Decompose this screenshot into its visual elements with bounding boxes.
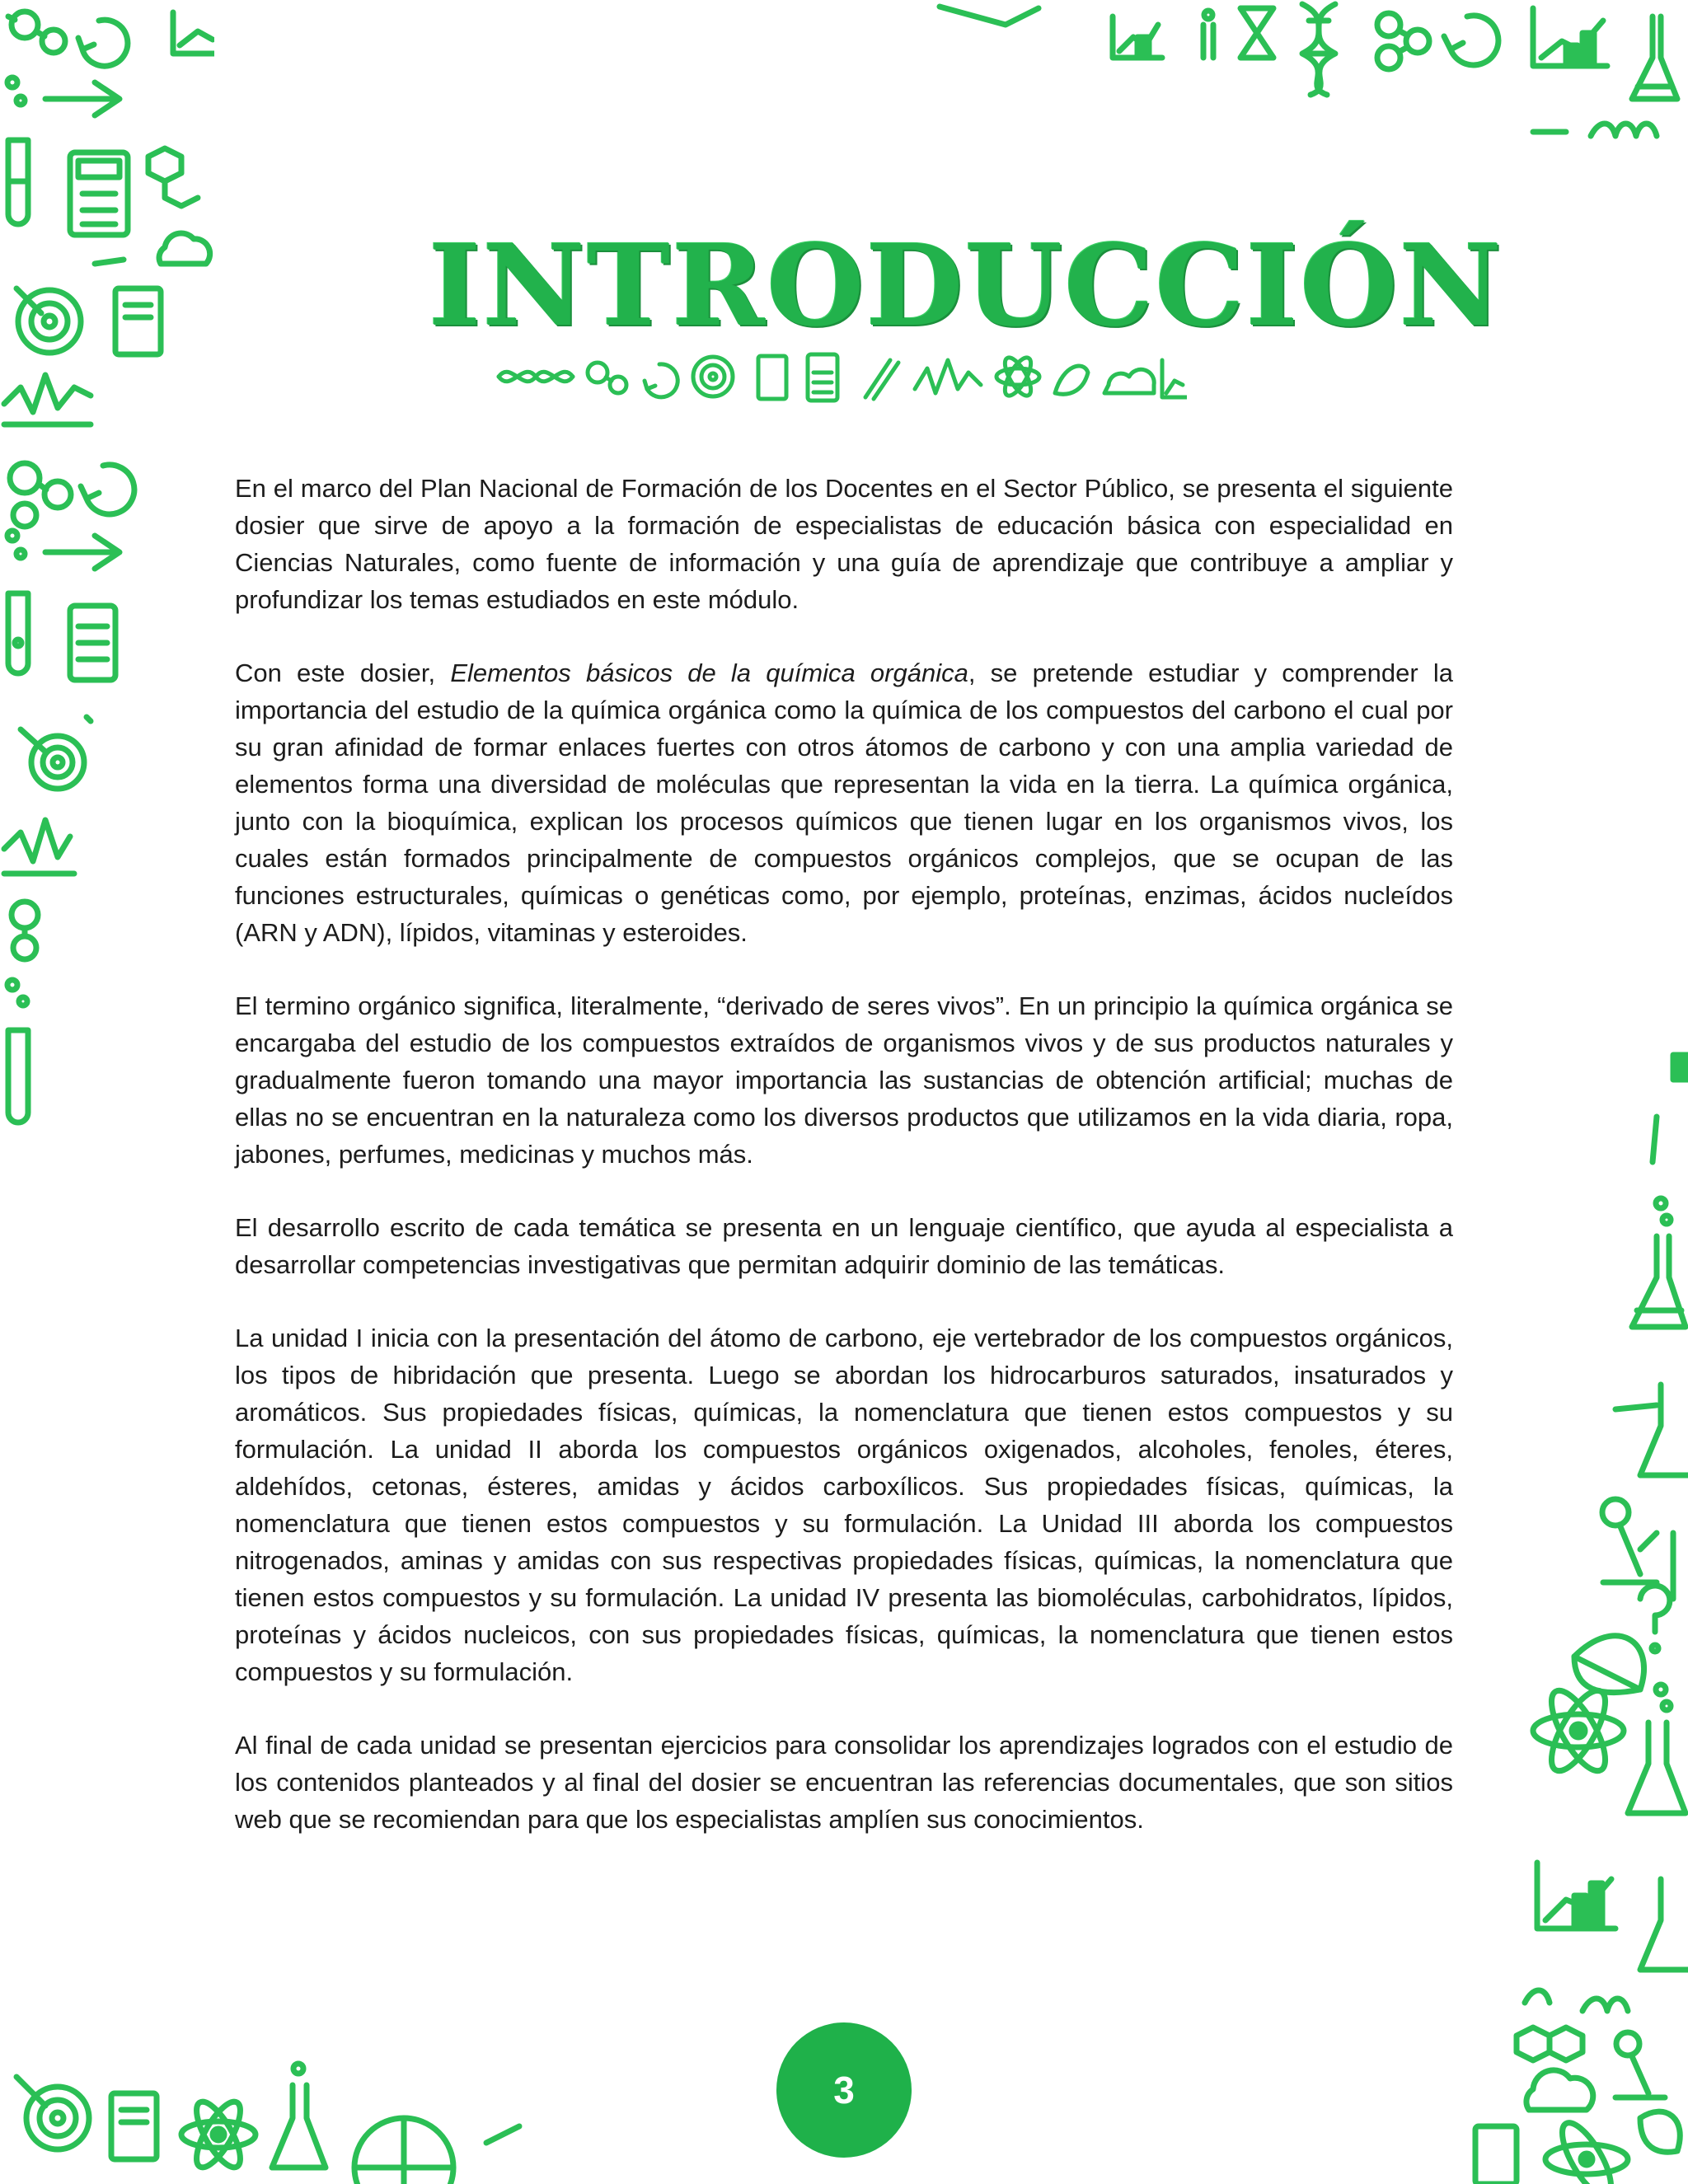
cloud-icon	[1526, 2070, 1593, 2110]
question-icon	[1640, 1586, 1670, 1652]
molecule-icon	[148, 148, 198, 206]
microscope-icon	[1615, 2032, 1665, 2097]
dna-icon	[1302, 4, 1335, 95]
wave-icon	[4, 820, 74, 874]
wave-icon	[4, 375, 91, 424]
doodle-border-left	[0, 0, 214, 1154]
molecule-icon	[1517, 2027, 1582, 2060]
test-tube-icon	[8, 140, 28, 224]
arrow-icon	[45, 536, 120, 569]
paragraph-text: , se pretende estudiar y comprender la importancia del estudio de la química orgánica como la química de los compuestos del carbono el cual por su gran afinidad de formar enlaces fuertes con otros átomos de carbono y con una amplia variedad de elementos forma una diversidad de moléculas que representan la vida en la tierra. La química orgánica, junto con la bioquímica, explican los procesos químicos que tienen lugar en los organismos vivos, los cuales están formados principalmente de compuestos orgánicos complejos, que se ocupan de las funciones estructurales, químicas o genéticas como, por ejemplo, proteínas, enzimas, ácidos nucleídos (ARN y ADN), lípidos, vitaminas y esteroides.	[235, 658, 1453, 947]
leaf-icon	[1640, 2111, 1680, 2152]
wave-icon	[915, 360, 981, 393]
target-icon	[16, 288, 81, 353]
recycle-icon	[81, 465, 134, 514]
chart-icon	[1113, 16, 1162, 58]
target-icon	[16, 2077, 89, 2149]
flask-icon	[1632, 16, 1677, 99]
paragraph: El desarrollo escrito de cada temática se presenta en un lenguaje científico, que ayuda al especialista a desarrollar competencias investigativas que permitan adquirir dominio de las temáticas.	[235, 1213, 1453, 1279]
doodle-border-bottom-left	[0, 2036, 528, 2184]
recycle-icon	[645, 364, 678, 397]
flask-icon	[272, 2064, 326, 2168]
recycle-icon	[1444, 16, 1498, 65]
paragraph-text: Con este dosier,	[235, 658, 451, 687]
recycle-icon	[78, 20, 128, 66]
molecule-chain-icon	[1591, 124, 1657, 136]
molecule-icon	[1377, 13, 1429, 69]
molecule-icon	[12, 902, 38, 959]
paragraph: Al final de cada unidad se presentan ejercicios para consolidar los aprendizajes logrados con el estudio de los contenidos planteados y al final del dosier se encuentran las referencias documentales, que son sitios web que se recomiendan para que los especialistas amplíen sus conocimientos.	[235, 1731, 1453, 1834]
molecule-icon	[8, 12, 65, 53]
paragraph	[235, 654, 1453, 951]
atom-icon	[996, 354, 1039, 399]
flask-icon	[1640, 1879, 1688, 1970]
cloud-icon	[1104, 369, 1154, 393]
molecule-chain-icon	[1525, 1990, 1628, 2011]
title-block	[429, 220, 1504, 405]
atom-icon	[1533, 1683, 1624, 1778]
paragraph: La unidad I inicia con la presentación del átomo de carbono, eje vertebrador de los compuestos orgánicos, los tipos de hibridación que presenta. Luego se abordan los hidrocarburos saturados, insaturados y aromáticos. Sus propiedades físicas, químicas, la nomenclatura que tienen estos compuestos y su formulación. La unidad II aborda los compuestos orgánicos oxigenados, alcoholes, fenoles, éteres, aldehídos, cetonas, ésteres, amidas y ácidos carboxílicos. Sus propiedades físicas, químicas, la nomenclatura que tienen estos compuestos y su formulación. La Unidad III aborda los compuestos nitrogenados, aminas y amidas con sus respectivas propiedades físicas, químicas, la nomenclatura que tienen estos compuestos y su formulación. La unidad IV presenta las biomoléculas, carbohidratos, lípidos, proteínas y ácidos nucleicos, con sus propiedades físicas, químicas, la nomenclatura que tienen estos compuestos y su formulación.	[235, 1324, 1453, 1686]
calculator-icon	[808, 354, 837, 401]
leaf-icon	[1055, 366, 1088, 394]
hourglass-icon	[1240, 8, 1273, 58]
microscope-icon	[1602, 1499, 1657, 1582]
arrow-icon	[45, 82, 120, 115]
flask-icon	[1632, 1236, 1686, 1327]
flask-icon	[1628, 1722, 1686, 1813]
doodle-border-right	[1451, 1038, 1688, 2184]
paragraph: En el marco del Plan Nacional de Formación de los Docentes en el Sector Público, se presenta el siguiente dosier que sirve de apoyo a la formación de especialistas de educación básica con especialidad en Ciencias Naturales, como fuente de información y una guía de aprendizaje que contribuye a ampliar y profundizar los temas estudiados en este módulo.	[235, 474, 1453, 614]
cloud-icon	[159, 233, 210, 264]
book-icon	[758, 356, 786, 399]
test-tube-icon	[1203, 11, 1213, 58]
paragraph: El termino orgánico significa, literalmente, “derivado de seres vivos”. En un principio la química orgánica se encargaba del estudio de los compuestos extraídos de organismos vivos y de sus productos naturales y gradualmente fueron tomando una mayor importancia las sustancias de obtención artificial; muchas de ellas no se encuentran en la naturaleza como los diversos productos que utilizamos en la vida diaria, ropa, jabones, perfumes, medicinas y muchos más.	[235, 991, 1453, 1169]
page-title: INTRODUCCIÓN	[429, 220, 1504, 352]
globe-icon	[354, 2118, 453, 2184]
book-icon	[1475, 2126, 1517, 2184]
flask-icon	[1640, 1385, 1688, 1475]
target-icon	[693, 357, 733, 396]
calculator-icon	[70, 152, 128, 235]
atom-icon	[1545, 2116, 1628, 2184]
doodle-border-top-right	[907, 0, 1688, 165]
dossier-title: Elementos básicos de la química orgánica	[450, 658, 968, 687]
leaf-icon	[1574, 1636, 1644, 1693]
atom-icon	[181, 2096, 256, 2173]
calculator-icon	[70, 606, 115, 680]
title-icon-strip	[495, 348, 1187, 405]
molecule-icon	[10, 463, 71, 527]
test-tube-icon	[865, 360, 898, 399]
body-text	[235, 470, 1453, 1874]
test-tube-icon	[8, 593, 28, 673]
target-icon	[21, 729, 84, 789]
chart-icon	[173, 12, 214, 54]
chart-icon	[1537, 1863, 1615, 1929]
chart-icon	[1162, 360, 1187, 397]
dna-icon	[499, 372, 573, 382]
chart-icon	[1533, 8, 1607, 66]
page-number-badge: 3	[776, 2022, 912, 2158]
test-tube-icon	[8, 1030, 28, 1122]
book-icon	[115, 288, 161, 354]
molecule-icon	[588, 363, 626, 393]
book-icon	[111, 2093, 157, 2159]
